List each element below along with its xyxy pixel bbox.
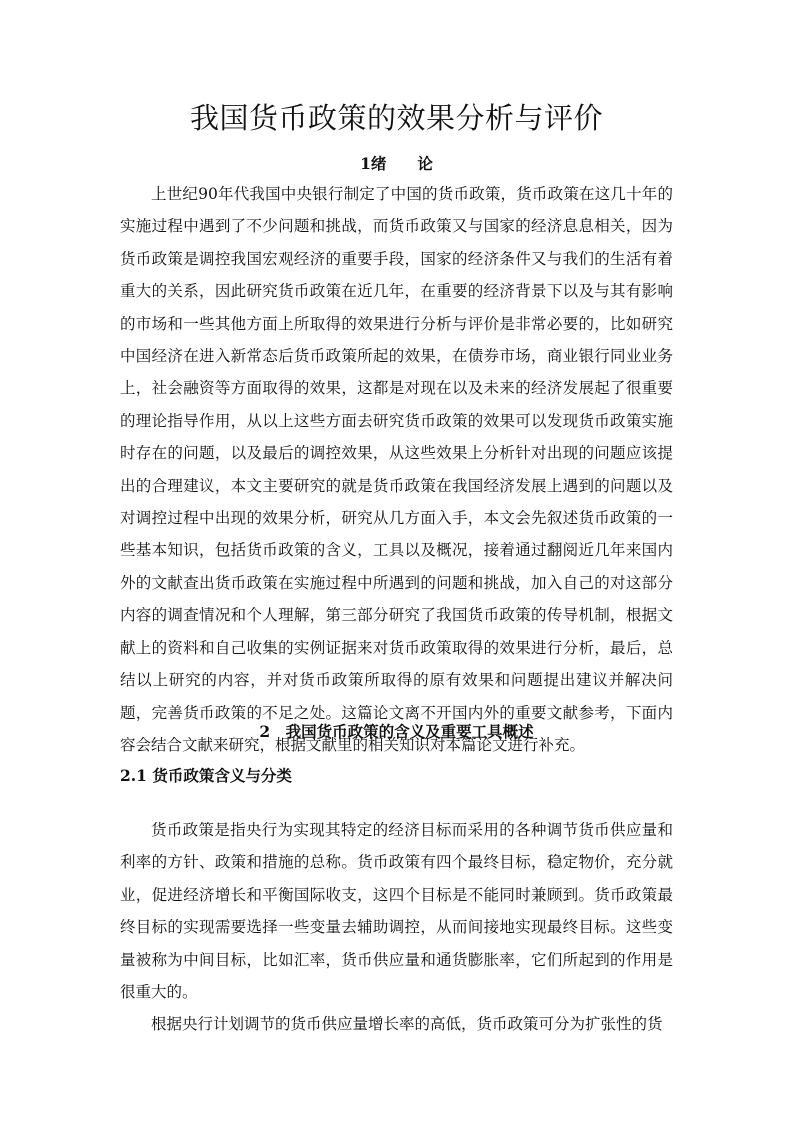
document-title: 我国货币政策的效果分析与评价 — [189, 101, 603, 135]
subsection-2-1-heading: 2.1 货币政策含义与分类 — [120, 766, 292, 785]
subsection-2-1-paragraph-1: 货币政策是指央行为实现其特定的经济目标而采用的各种调节货币供应量和利率的方针、政策和措施的总称。货币政策有四个最终目标，稳定物价，充分就业，促进经济增长和平衡国际收支，这四个目标是不能同时兼顾到。货币政策最终目标的实现需要选择一些变量去辅助调控，从而间接地实现最终目标。这些变量被称为中间目标，比如汇率，货币供应量和通货膨胀率，它们所起到的作用是很重大的。 — [120, 821, 673, 1002]
subsection-2-1-paragraph-2: 根据央行计划调节的货币供应量增长率的高低，货币政策可分为扩张性的货 — [151, 1015, 663, 1033]
section-2-heading: 2 我国货币政策的含义及重要工具概述 — [259, 722, 534, 741]
section-1-heading: 1绪 论 — [360, 154, 433, 173]
section-1-paragraph: 上世纪90年代我国中央银行制定了中国的货币政策，货币政策在这几十年的实施过程中遇到了不少问题和挑战，而货币政策又与国家的经济息息相关，因为货币政策是调控我国宏观经济的重要手段，国家的经济条件又与我们的生活有着重大的关系，因此研究货币政策在近几年，在重要的经济背景下以及与其有影响的市场和一些其他方面上所取得的效果进行分析与评价是非常必要的，比如研究中国经济在进入新常态后货币政策所起的效果，在债券市场，商业银行同业业务上，社会融资等方面取得的效果，这都是对现在以及未来的经济发展起了很重要的理论指导作用，从以上这些方面去研究货币政策的效果可以发现货币政策实施时存在的问题，以及最后的调控效果，从这些效果上分析针对出现的问题应该提出的合理建议，本文主要研究的就是货币政策在我国经济发展上遇到的问题以及对调控过程中出现的效果分析，研究从几方面入手，本文会先叙述货币政策的一些基本知识，包括货币政策的含义，工具以及概况，接着通过翻阅近几年来国内外的文献查出货币政策在实施过程中所遇到的问题和挑战，加入自己的对这部分内容的调查情况和个人理解，第三部分研究了我国货币政策的传导机制，根据文献上的资料和自己收集的实例证据来对货币政策取得的效果进行分析，最后，总结以上研究的内容，并对货币政策所取得的原有效果和问题提出建议并解决问题，完善货币政策的不足之处。这篇论文离不开国内外的重要文献参考，下面内容会结合文献来研究，根据文献里的相关知识对本篇论文进行补充。 — [120, 185, 673, 754]
